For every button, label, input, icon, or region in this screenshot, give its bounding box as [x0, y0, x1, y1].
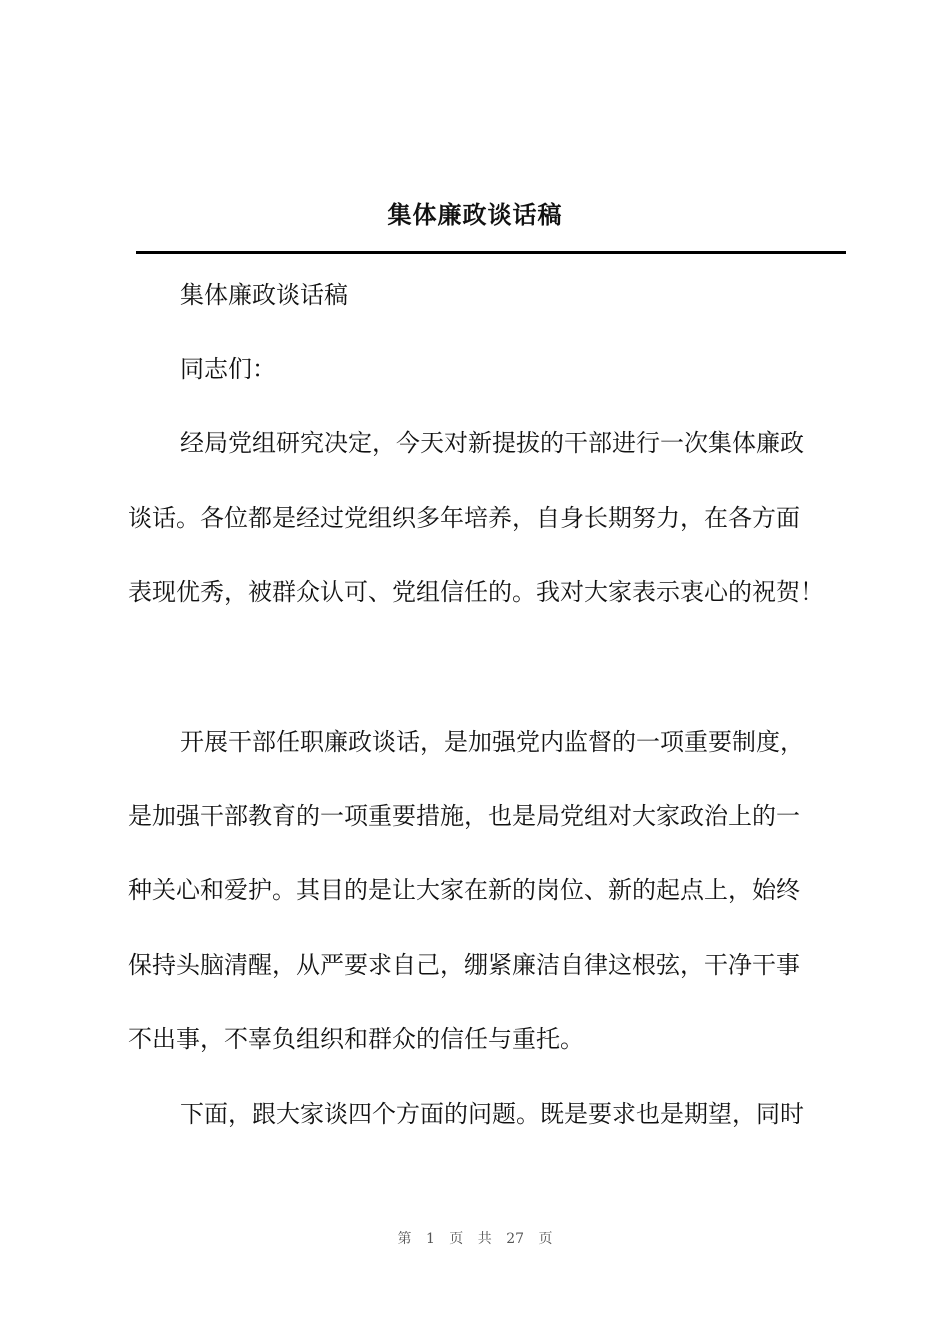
body-line: 是加强干部教育的一项重要措施，也是局党组对大家政治上的一: [128, 802, 800, 830]
body-line: 下面，跟大家谈四个方面的问题。既是要求也是期望，同时: [180, 1100, 804, 1128]
body-line: 种关心和爱护。其目的是让大家在新的岗位、新的起点上，始终: [128, 876, 800, 904]
page-number-footer: 第 1 页 共 27 页: [397, 1231, 553, 1247]
body-line: 开展干部任职廉政谈话，是加强党内监督的一项重要制度，: [180, 728, 804, 756]
body-line: 经局党组研究决定，今天对新提拔的干部进行一次集体廉政: [180, 429, 804, 457]
body-line: 集体廉政谈话稿: [180, 281, 348, 309]
document-title: 集体廉政谈话稿: [387, 201, 563, 229]
body-line: 同志们：: [180, 355, 276, 383]
body-line: 谈话。各位都是经过党组织多年培养，自身长期努力，在各方面: [128, 504, 800, 532]
body-line: 保持头脑清醒，从严要求自己，绷紧廉洁自律这根弦，干净干事: [128, 951, 800, 979]
body-line: 表现优秀，被群众认可、党组信任的。我对大家表示衷心的祝贺！: [128, 578, 824, 606]
title-underline: [136, 251, 846, 254]
body-line: 不出事，不辜负组织和群众的信任与重托。: [128, 1025, 584, 1053]
